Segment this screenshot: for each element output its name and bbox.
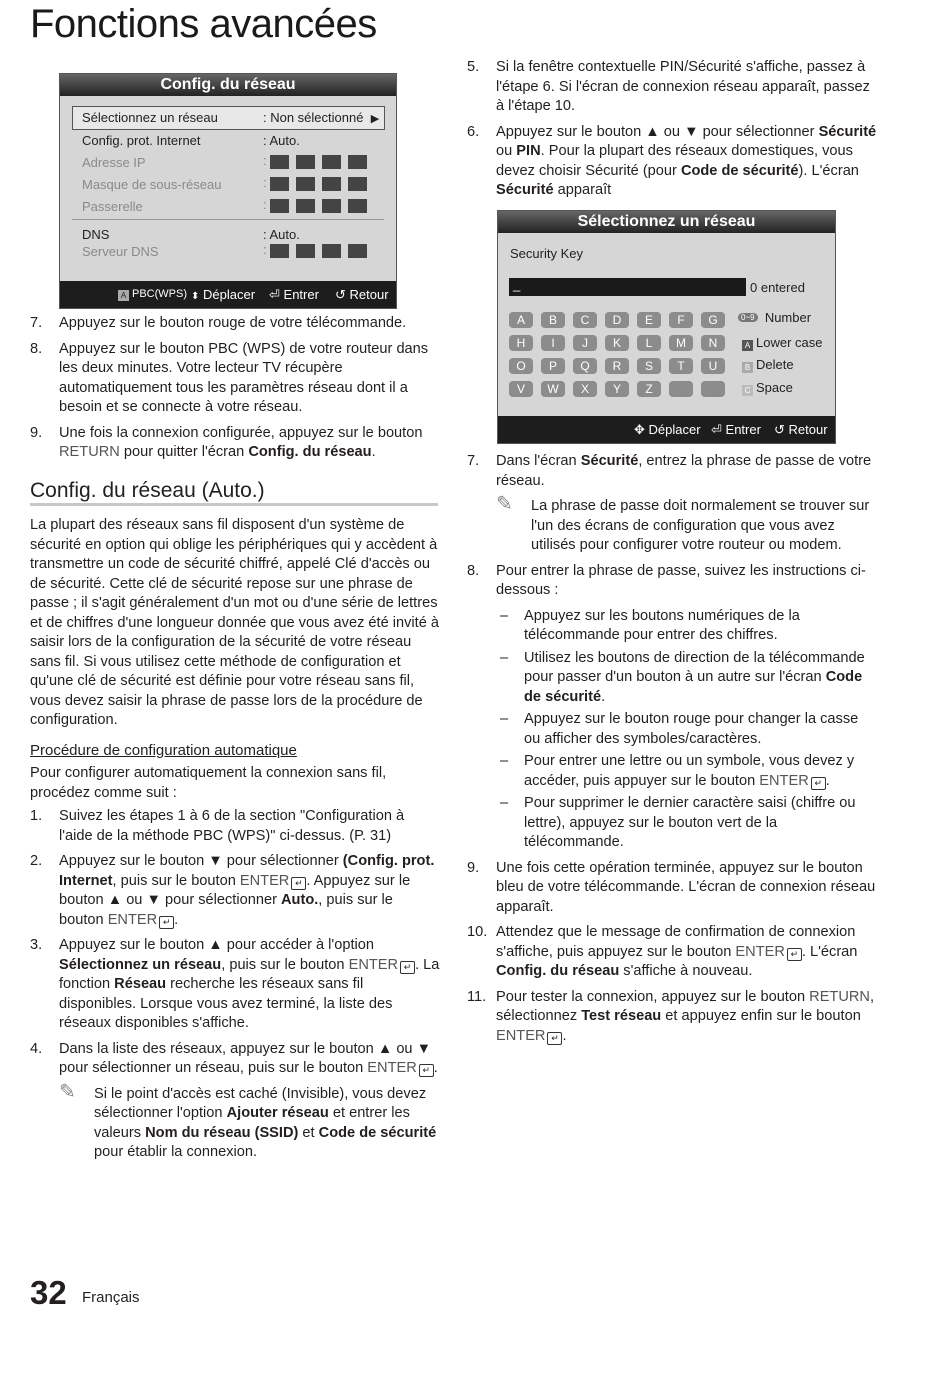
enter-icon: ↵ — [400, 961, 415, 974]
arrow-right-icon: ▶ — [370, 113, 380, 125]
left-column — [30, 300, 440, 1169]
footer-pbc-label: PBC(WPS) — [132, 288, 187, 300]
key-blank[interactable] — [669, 381, 693, 397]
config-network-screen — [59, 73, 397, 309]
network-panel-footer — [498, 416, 835, 443]
security-key-input: _ — [509, 278, 746, 296]
step-5-right: 5. Si la fenêtre contextuelle PIN/Sécurité s'affiche, passez à l'étape 6. Si l'écran de connexion réseau apparaît, passez à l'étape 10. — [467, 59, 870, 114]
step-6-right: 6. Appuyez sur le bouton ▲ ou ▼ pour sélectionner Sécurité ou PIN. Pour la plupart des réseaux domestiques, vous devez choisir Sécurité (pour Code de sécurité). L'écran Sécurité apparaît — [467, 123, 877, 198]
step-8-right: 8. Pour entrer la phrase de passe, suivez les instructions ci-dessous : – Appuyez sur les boutons numériques de la télécommande pour entrer des chiffres. – Utilisez les boutons de direction de la télécommande pour passer d'un bouton à un autre sur l'écran Code de sécurité. – Appuyez sur le bouton rouge pour changer la casse ou afficher des symboles/caractères. – Pour entrer une lettre ou un symbole, vous devez y accéder, puis appuyer sur le bouton ENTER ↵ . – Pour supprimer le dernier caractère saisi (chiffre ou lettre), appuyez sur le bouton vert de la télécommande. — [467, 562, 877, 853]
enter-icon: ↵ — [547, 1032, 562, 1045]
note-passphrase: ✎ La phrase de passe doit normalement se trouver sur l'un des écrans de configuration que vous avez utilisés pour configurer votre routeur ou modem. — [496, 493, 870, 553]
dash-item: – Pour supprimer le dernier caractère saisi (chiffre ou lettre), appuyez sur le bouton vert de la télécommande. — [500, 795, 856, 850]
subsection-title: Procédure de configuration automatique — [30, 741, 297, 759]
right-column-bottom — [467, 452, 877, 1052]
row-ip-config-label: Config. prot. Internet — [82, 133, 201, 148]
key-a[interactable]: A — [509, 312, 533, 328]
step-8-left: 8. Appuyez sur le bouton PBC (WPS) de votre routeur dans les deux minutes. Votre lecteur TV récupère automatiquement tous les paramètres réseau dont il a besoin et se connecte à votre réseau. — [30, 340, 429, 415]
footer-move-label: Déplacer — [648, 422, 701, 437]
key-j[interactable]: J — [573, 335, 597, 351]
network-panel-title: Sélectionnez un réseau — [498, 211, 835, 233]
enter-icon: ↵ — [419, 1064, 434, 1077]
enter-icon: ↵ — [291, 877, 306, 890]
page-language: Français — [82, 1289, 140, 1306]
footer-back-label: Retour — [788, 422, 828, 437]
key-b[interactable]: B — [541, 312, 565, 328]
key-y[interactable]: Y — [605, 381, 629, 397]
key-l[interactable]: L — [637, 335, 661, 351]
row-ip-address-value: : — [263, 153, 374, 169]
footer-enter-label: Entrer — [725, 422, 761, 437]
entered-count: 0 entered — [750, 280, 805, 295]
key-g[interactable]: G — [701, 312, 725, 328]
row-gateway-label: Passerelle — [82, 199, 143, 214]
key-o[interactable]: O — [509, 358, 533, 374]
select-network-screen — [497, 210, 836, 444]
step-11-right: 11. Pour tester la connexion, appuyez sur le bouton RETURN, sélectionnez Test réseau et appuyez enfin sur le bouton ENTER ↵ . — [467, 988, 875, 1044]
four-way-arrows-icon: ✥ — [634, 422, 645, 437]
row-ip-address-label: Adresse IP — [82, 155, 146, 170]
row-select-network-value: : Non sélectionné ▶ — [263, 110, 380, 125]
red-a-button-icon: A — [118, 290, 129, 301]
row-select-network-label: Sélectionnez un réseau — [82, 110, 218, 125]
key-z[interactable]: Z — [637, 381, 661, 397]
config-panel-title: Config. du réseau — [60, 74, 396, 96]
auto-step-3: 3. Appuyez sur le bouton ▲ pour accéder à l'option Sélectionnez un réseau, puis sur le bouton ENTER ↵ . La fonction Réseau recherche les réseaux sans fil disponibles. Lorsque vous avez terminé, la liste des réseaux disponibles s'affiche. — [30, 937, 440, 1031]
step-9-left: 9. Une fois la connexion configurée, appuyez sur le bouton RETURN pour quitter l'écran Config. du réseau. — [30, 424, 423, 460]
note-hidden-ap: ✎ Si le point d'accès est caché (Invisible), vous devez sélectionner l'option Ajouter réseau et entrer les valeurs Nom du réseau (SSID) et Code de sécurité pour établir la connexion. — [59, 1080, 437, 1160]
dash-item: – Utilisez les boutons de direction de la télécommande pour passer d'un bouton à un autre sur l'écran Code de sécurité. — [500, 649, 865, 705]
row-gateway-value: : — [263, 197, 374, 213]
step-9-right: 9. Une fois cette opération terminée, appuyez sur le bouton bleu de votre télécommande. L'écran de connexion réseau apparaît. — [467, 859, 876, 915]
step-7-right: 7. Dans l'écran Sécurité, entrez la phrase de passe de votre réseau. ✎ La phrase de passe doit normalement se trouver sur l'un des écrans de configuration que vous avez utilisés pour configurer votre routeur ou modem. — [467, 452, 877, 556]
step-10-right: 10. Attendez que le message de confirmation de connexion s'affiche, puis appuyez sur le bouton ENTER ↵ . L'écran Config. du réseau s'affiche à nouveau. — [467, 924, 858, 979]
auto-step-1: 1. Suivez les étapes 1 à 6 de la section "Configuration à l'aide de la méthode PBC (WPS)" ci-dessus. (P. 31) — [30, 808, 405, 844]
dash-item: – Appuyez sur le bouton rouge pour changer la casse ou afficher des symboles/caractères. — [500, 711, 859, 747]
key-n[interactable]: N — [701, 335, 725, 351]
enter-icon: ↵ — [787, 948, 802, 961]
key-r[interactable]: R — [605, 358, 629, 374]
footer-back-label: Retour — [349, 287, 389, 302]
blue-c-icon: C — [742, 385, 753, 396]
security-key-label: Security Key — [510, 246, 583, 261]
key-blank[interactable] — [701, 381, 725, 397]
pencil-note-icon: ✎ — [496, 493, 513, 515]
return-icon: ↺ — [774, 422, 785, 437]
auto-step-2: 2. Appuyez sur le bouton ▼ pour sélectionner (Config. prot. Internet, puis sur le bouton ENTER ↵ . Appuyez sur le bouton ▲ ou ▼ pour sélectionner Auto., puis sur le bouton ENTER ↵ . — [30, 853, 435, 928]
key-k[interactable]: K — [605, 335, 629, 351]
footer-move-label: Déplacer — [203, 287, 256, 302]
row-subnet-label: Masque de sous-réseau — [82, 177, 222, 192]
enter-icon: ↵ — [159, 916, 174, 929]
page-title: Fonctions avancées — [30, 2, 377, 46]
green-b-icon: B — [742, 362, 753, 373]
section-title: Config. du réseau (Auto.) — [30, 481, 438, 507]
up-down-arrows-icon: ⬍ — [191, 291, 200, 302]
number-key-icon: 0~9 — [738, 313, 758, 322]
enter-icon: ⏎ — [711, 422, 722, 437]
key-e[interactable]: E — [637, 312, 661, 328]
auto-step-4: 4. Dans la liste des réseaux, appuyez sur le bouton ▲ ou ▼ pour sélectionner un réseau, puis sur le bouton ENTER ↵ . ✎ Si le point d'accès est caché (Invisible), vous devez sélectionner l'option Ajouter réseau et entrer les valeurs Nom du réseau (SSID) et Code de sécurité pour établir la connexion. — [30, 1040, 440, 1163]
footer-enter-label: Entrer — [283, 287, 319, 302]
key-c[interactable]: C — [573, 312, 597, 328]
lower-case-hint: A Lower case — [742, 335, 822, 351]
section-intro: La plupart des réseaux sans fil disposent d'un système de sécurité en option qui oblige les périphériques qui y accèdent à transmettre un code de sécurité chiffré, appelé Clé d'accès ou de sécurité. Cette clé de sécurité repose sur une phrase de passe ; il s'agit généralement d'un mot ou d'une série de lettres et de chiffres d'une longueur donnée que vous avez été invité à saisir lors de la configuration de la sécurité de votre réseau sans fil. Si vous utilisez cette méthode de configuration et qu'une clé de sécurité est définie pour votre réseau sans fil, vous devez saisir la phrase de passe lors de la procédure de configuration. — [30, 517, 440, 728]
page-number: 32 — [30, 1274, 67, 1311]
enter-icon: ⏎ — [269, 287, 280, 302]
delete-hint: B Delete — [742, 357, 794, 373]
dash-item: – Pour entrer une lettre ou un symbole, vous devez y accéder, puis appuyer sur le bouton ENTER ↵ . — [500, 753, 855, 789]
enter-icon: ↵ — [811, 777, 826, 790]
row-dns-value: : Auto. — [263, 227, 300, 242]
key-h[interactable]: H — [509, 335, 533, 351]
row-dns-label: DNS — [82, 227, 110, 242]
right-column-top — [467, 58, 877, 207]
key-w[interactable]: W — [541, 381, 565, 397]
red-a-icon: A — [742, 340, 753, 351]
key-m[interactable]: M — [669, 335, 693, 351]
key-x[interactable]: X — [573, 381, 597, 397]
row-subnet-value: : — [263, 175, 374, 191]
row-dns-server-value: : — [263, 242, 374, 258]
key-i[interactable]: I — [541, 335, 565, 351]
pencil-note-icon: ✎ — [59, 1080, 76, 1103]
key-t[interactable]: T — [669, 358, 693, 374]
return-icon: ↺ — [335, 287, 346, 302]
key-u[interactable]: U — [701, 358, 725, 374]
row-dns-server-label: Serveur DNS — [82, 244, 159, 259]
key-f[interactable]: F — [669, 312, 693, 328]
subsection-intro: Pour configurer automatiquement la connexion sans fil, procédez comme suit : — [30, 765, 387, 801]
key-s[interactable]: S — [637, 358, 661, 374]
dash-item: – Appuyez sur les boutons numériques de la télécommande pour entrer des chiffres. — [500, 607, 800, 643]
key-p[interactable]: P — [541, 358, 565, 374]
number-key-hint: 0~9 Number — [738, 310, 811, 325]
row-ip-config-value: : Auto. — [263, 133, 300, 148]
space-hint: C Space — [742, 380, 793, 396]
key-d[interactable]: D — [605, 312, 629, 328]
key-q[interactable]: Q — [573, 358, 597, 374]
key-v[interactable]: V — [509, 381, 533, 397]
divider — [72, 219, 384, 220]
step-7-left: 7. Appuyez sur le bouton rouge de votre télécommande. — [30, 315, 407, 331]
